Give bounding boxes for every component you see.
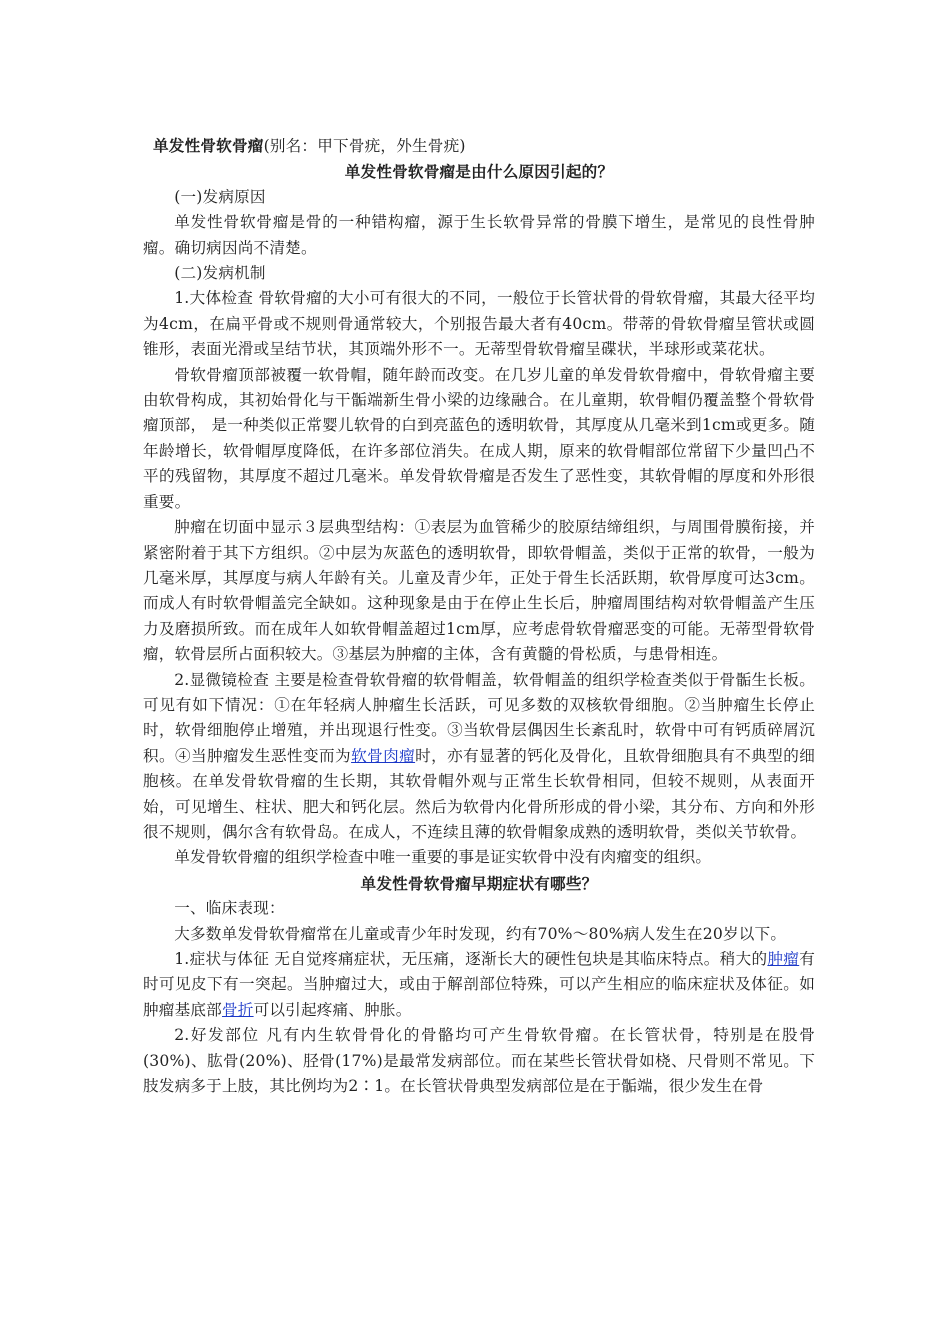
symptoms-text-2: 有时可见皮下有一突起。当肿瘤过大，或由于解剖部位特殊，可以产生相应的临床症状及体征。如肿瘤基底部 bbox=[143, 950, 815, 1019]
chondrosarcoma-link[interactable]: 软骨肉瘤 bbox=[351, 746, 416, 765]
document-page bbox=[143, 133, 815, 1099]
cartilage-cap-paragraph: 骨软骨瘤顶部被覆一软骨帽，随年龄而改变。在几岁儿童的单发骨软骨瘤中，骨软骨瘤主要由软骨构成，其初始骨化与干骺端新生骨小梁的边缘融合。在儿童期，软骨帽仍覆盖整个骨软骨瘤顶部， 是一种类似正常婴儿软骨的白到亮蓝色的透明软骨，其厚度从几毫米到1cm或更多。随年龄增长，软骨帽厚度降低，在许多部位消失。在成人期，原来的软骨帽部位常留下少量凹凸不平的残留物，其厚度不超过几毫米。单发骨软骨瘤是否发生了恶性变，其软骨帽的厚度和外形很重要。 bbox=[143, 365, 815, 511]
microscopy-text-2: 时，亦有显著的钙化及骨化，且软骨细胞具有不典型的细胞核。在单发骨软骨瘤的生长期，其软骨帽外观与正常生长软骨相同，但较不规则，从表面开始，可见增生、柱状、肥大和钙化层。然后为软骨内化骨所形成的骨小梁，其分布、方向和外形很不规则，偶尔含有软骨岛。在成人，不连续且薄的软骨帽象成熟的透明软骨，类似关节软骨。 bbox=[143, 746, 815, 841]
gross-exam-paragraph: 1.大体检查 骨软骨瘤的大小可有很大的不同，一般位于长管状骨的骨软骨瘤，其最大径平均为4cm，在扁平骨或不规则骨通常较大，个别报告最大者有40cm。带蒂的骨软骨瘤呈管状或圆锥形，表面光滑或呈结节状，其顶端外形不一。无蒂型骨软骨瘤呈碟状，半球形或菜花状。 bbox=[143, 289, 815, 359]
fracture-link[interactable]: 骨折 bbox=[221, 1000, 254, 1019]
section-heading-causes: 单发性骨软骨瘤是由什么原因引起的？ bbox=[344, 162, 614, 182]
symptoms-text-3: 可以引起疼痛、肿胀。 bbox=[253, 1000, 412, 1019]
predilection-site-paragraph: 2.好发部位 凡有内生软骨骨化的骨骼均可产生骨软骨瘤。在长管状骨，特别是在股骨(30%)、肱骨(20%)、胫骨(17%)是最常发病部位。而在某些长管状骨如桡、尺骨则不常见。下肢发病多于上肢，其比例均为2∶1。在长管状骨典型发病部位是在于骺端，很少发生在骨 bbox=[143, 1026, 815, 1096]
document-title bbox=[143, 133, 815, 159]
symptoms-paragraph bbox=[143, 947, 815, 1023]
clinical-heading: 一、临床表现： bbox=[174, 899, 285, 918]
age-paragraph: 大多数单发骨软骨瘤常在儿童或青少年时发现，约有70%～80%病人发生在20岁以下。 bbox=[174, 924, 787, 943]
cause-heading: (一)发病原因 bbox=[174, 187, 266, 206]
histology-summary-paragraph: 单发骨软骨瘤的组织学检查中唯一重要的事是证实软骨中没有肉瘤变的组织。 bbox=[174, 848, 712, 867]
tumor-link[interactable]: 肿瘤 bbox=[767, 950, 800, 968]
cause-paragraph: 单发性骨软骨瘤是骨的一种错构瘤，源于生长软骨异常的骨膜下增生，是常见的良性骨肿瘤。确切病因尚不清楚。 bbox=[143, 213, 815, 257]
mechanism-heading: (二)发病机制 bbox=[174, 264, 266, 283]
microscopy-text-1: 2.显微镜检查 主要是检查骨软骨瘤的软骨帽盖，软骨帽盖的组织学检查类似于骨骺生长板。可见有如下情况：①在年轻病人肿瘤生长活跃，可见多数的双核软骨细胞。②当肿瘤生长停止时，软骨细胞停止增殖，并出现退行性变。③当软骨层偶因生长紊乱时，软骨中可有钙质碎屑沉积。④当肿瘤发生恶性变而为 bbox=[143, 670, 815, 765]
microscopy-paragraph bbox=[143, 668, 815, 846]
section-heading-symptoms: 单发性骨软骨瘤早期症状有哪些？ bbox=[360, 873, 598, 893]
symptoms-text-1: 1.症状与体征 无自觉疼痛症状，无压痛，逐渐长大的硬性包块是其临床特点。稍大的 bbox=[174, 950, 768, 968]
title-main: 单发性骨软骨瘤 bbox=[153, 136, 264, 155]
three-layer-paragraph: 肿瘤在切面中显示３层典型结构：①表层为血管稀少的胶原结缔组织，与周围骨膜衔接，并紧密附着于其下方组织。②中层为灰蓝色的透明软骨，即软骨帽盖，类似于正常的软骨，一般为几毫米厚，其厚度与病人年龄有关。儿童及青少年，正处于骨生长活跃期，软骨厚度可达3cm。而成人有时软骨帽盖完全缺如。这种现象是由于在停止生长后，肿瘤周围结构对软骨帽盖产生压力及磨损所致。而在成年人如软骨帽盖超过1cm厚，应考虑骨软骨瘤恶变的可能。无蒂型骨软骨瘤，软骨层所占面积较大。③基层为肿瘤的主体，含有黄髓的骨松质，与患骨相连。 bbox=[143, 518, 815, 664]
title-alias: (别名：甲下骨疣，外生骨疣) bbox=[263, 137, 466, 155]
